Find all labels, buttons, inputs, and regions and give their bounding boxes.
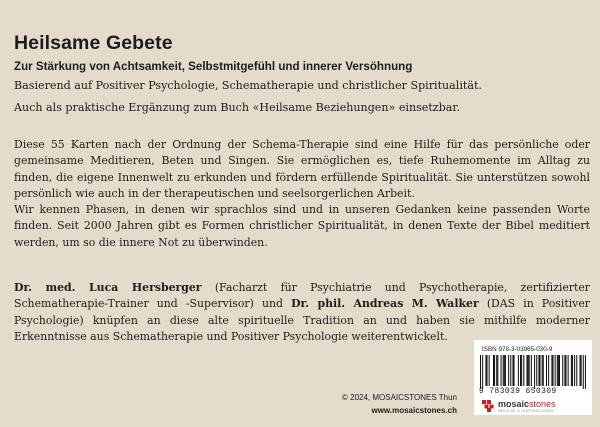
barcode-bar	[568, 355, 569, 386]
barcode-bar	[557, 355, 558, 386]
barcode-bar	[543, 355, 544, 386]
author-2-name: Dr. phil. Andreas M. Walker	[291, 297, 479, 311]
barcode-bar	[581, 355, 582, 386]
barcode-bar	[542, 355, 543, 386]
barcode-bar	[508, 355, 509, 386]
barcode-bar	[489, 355, 490, 386]
barcode-bar	[564, 355, 565, 386]
barcode-bar	[514, 355, 515, 386]
website-link[interactable]: www.mosaicstones.ch	[371, 406, 457, 415]
isbn-text: ISBN 978-3-03965-030-9	[482, 346, 553, 353]
barcode-bar	[571, 355, 572, 386]
barcode-bar	[546, 355, 547, 386]
barcode-bar	[562, 355, 563, 386]
barcode-bar	[576, 355, 577, 386]
mosaicstones-logo-icon	[482, 400, 496, 412]
book-subtitle: Zur Stärkung von Achtsamkeit, Selbstmitgefühl und innerer Versöhnung	[14, 60, 413, 73]
author-2-description: (DAS in Positiver Psychologie) knüpfen an diese alte spirituelle Tradition an und haben sie mithilfe moderner Erkenntnisse aus Schematherapie und Positiver Psychologie weiterentwickelt.	[14, 297, 590, 343]
description-para-2: Wir kennen Phasen, in denen wir sprachlos sind und in unseren Gedanken keine passenden Worte finden. Seit 2000 Jahren gibt es Formen christlicher Spiritualität, in denen Texte der Bibel meditiert werden, um so die innere Not zu überwinden.	[14, 203, 590, 249]
barcode-bar	[494, 355, 495, 386]
authors-paragraph	[14, 280, 590, 345]
barcode-bar	[585, 355, 586, 389]
barcode-bar	[536, 355, 537, 386]
barcode-bar	[518, 355, 519, 386]
description-para-1: Diese 55 Karten nach der Ordnung der Schema-Therapie sind eine Hilfe für das persönliche oder gemeinsame Meditieren, Beten und Singen. Sie ermöglichen es, tiefe Ruhemomente im Alltag zu finden, die eigene Innenwelt zu erkunden und fördern erfüllende Spiritualität. Sie unterstützen sowohl persönlich wie auch in der therapeutischen und seelsorgerlichen Arbeit.	[14, 138, 590, 200]
copyright-text: © 2024, MOSAICSTONES Thun	[342, 393, 457, 402]
barcode-bar	[497, 355, 498, 386]
barcode-bar	[510, 355, 511, 386]
barcode-bar	[496, 355, 497, 386]
barcode-bar	[512, 355, 513, 386]
barcode-bar	[528, 355, 529, 386]
author-1-name: Dr. med. Luca Hersberger	[14, 281, 202, 294]
barcode-bar	[555, 355, 556, 386]
barcode-graphic	[480, 355, 586, 389]
barcode-bar	[503, 355, 504, 386]
barcode-bar	[486, 355, 487, 386]
brand-tagline: IMPULSE & INSPIRATIONEN	[498, 409, 554, 413]
book-title: Heilsame Gebete	[14, 32, 173, 54]
barcode-panel	[474, 340, 592, 415]
barcode-bar	[493, 355, 494, 386]
barcode-bar	[521, 355, 522, 386]
barcode-bar	[531, 355, 532, 386]
barcode-bar	[580, 355, 581, 386]
barcode-bar	[539, 355, 540, 386]
barcode-bar	[480, 355, 481, 389]
barcode-bar	[574, 355, 575, 386]
barcode-bar	[501, 355, 502, 386]
barcode-bar	[559, 355, 560, 386]
barcode-bar	[565, 355, 566, 386]
brand-name: mosaicstones	[498, 399, 556, 409]
description-text	[14, 137, 590, 251]
author-1-description: (Facharzt für Psychiatrie und Psychotherapie, zertifizierter Schematherapie-Trainer und -Supervisor) und	[14, 281, 591, 311]
barcode-bar	[529, 355, 530, 386]
supplement-line: Auch als praktische Ergänzung zum Buch «Heilsame Beziehungen» einsetzbar.	[14, 101, 460, 114]
barcode-bar	[482, 355, 483, 389]
barcode-bar	[527, 355, 528, 386]
barcode-bar	[551, 355, 552, 386]
basis-line: Basierend auf Positiver Psychologie, Schematherapie und christlicher Spiritualität.	[14, 79, 482, 92]
barcode-bar	[504, 355, 505, 386]
barcode-bar	[534, 355, 535, 389]
barcode-bar	[552, 355, 553, 386]
barcode-bar	[485, 355, 486, 386]
barcode-bar	[583, 355, 584, 389]
barcode-bar	[538, 355, 539, 386]
barcode-bar	[572, 355, 573, 386]
barcode-number: 9 783039 650309	[479, 388, 557, 396]
barcode-bar	[558, 355, 559, 386]
barcode-bar	[505, 355, 506, 386]
barcode-bar	[520, 355, 521, 386]
barcode-bar	[548, 355, 549, 386]
barcode-bar	[523, 355, 524, 386]
